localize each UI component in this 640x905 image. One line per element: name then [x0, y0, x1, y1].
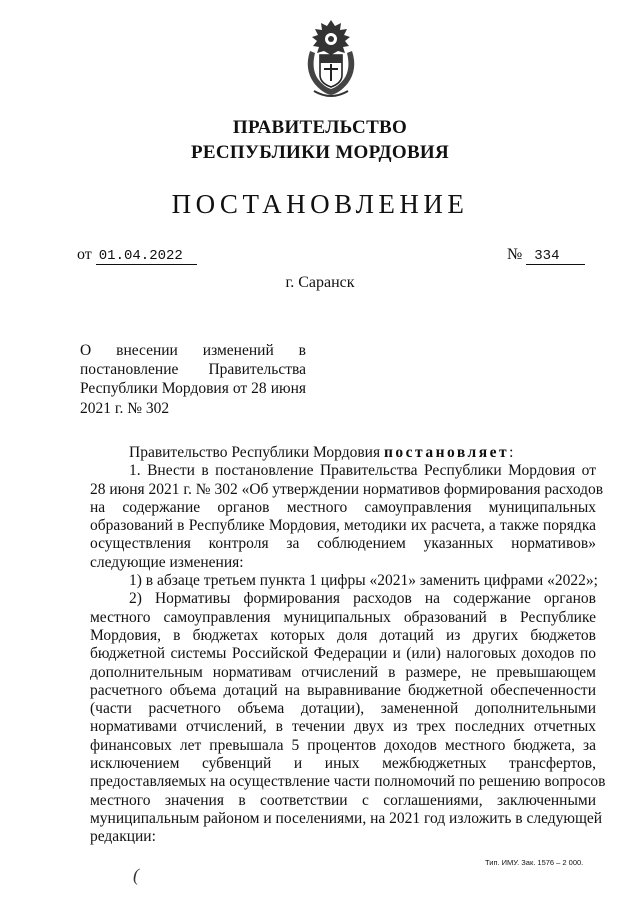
body-line: расчетного объема дотаций на выравнивание бюджетной обеспеченности — [90, 681, 596, 699]
document-body — [90, 444, 606, 847]
body-line: исключением субвенций и иных межбюджетных трансфертов, — [90, 755, 596, 773]
document-subject: О внесении изменений в постановление Правительства Республики Мордовия от 28 июня 2021 г. № 302 — [80, 342, 306, 417]
body-line: финансовых лет превышала 5 процентов доходов местного бюджета, за — [90, 736, 596, 754]
body-line: муниципальным районом и поселениями, на 2021 год изложить в следующей — [90, 809, 603, 827]
date-prefix: от — [77, 246, 92, 263]
document-type-title: ПОСТАНОВЛЕНИЕ — [171, 189, 469, 219]
body-line: бюджетной системы Российской Федерации и (или) налоговых доходов по — [90, 645, 596, 663]
body-line: нормативами отчислений, в течении двух из трех последних отчетных — [90, 718, 596, 736]
body-line: следующие изменения: — [90, 553, 244, 571]
document-number — [507, 246, 585, 264]
body-line: местного значения в соответствии с соглашениями, заключенными — [90, 791, 596, 809]
number-prefix: № — [507, 246, 523, 263]
body-intro — [90, 444, 596, 462]
body-line: (части расчетного объема дотации), замененной дополнительными — [90, 700, 596, 718]
body-line: 2) Нормативы формирования расходов на содержание органов — [129, 590, 596, 608]
org-name-line1: ПРАВИТЕЛЬСТВО — [232, 117, 408, 138]
body-line: 1. Внести в постановление Правительства Республики Мордовия от — [129, 462, 596, 480]
body-line: 1) в абзаце третьем пункта 1 цифры «2021» заменить цифрами «2022»; — [129, 572, 598, 590]
body-line: предоставляемых на осуществление части полномочий по решению вопросов — [90, 773, 606, 791]
body-line: дополнительным нормативам отчислений в размере, не превышающем — [90, 663, 596, 681]
body-line: осуществления контроля за соблюдением указанных нормативов» — [90, 535, 596, 553]
body-line: на содержание органов местного самоуправления муниципальных — [90, 498, 596, 516]
org-name-line2: РЕСПУБЛИКИ МОРДОВИЯ — [190, 142, 450, 163]
number-value: 334 — [526, 248, 585, 265]
intro-colon: : — [509, 444, 514, 461]
intro-verb: постановляет — [383, 444, 510, 461]
date-value: 01.04.2022 — [96, 248, 197, 265]
body-line: 28 июня 2021 г. № 302 «Об утверждении нормативов формирования расходов — [90, 480, 604, 498]
body-line: Мордовия, в бюджетах которых доля дотаций из других бюджетов — [90, 626, 596, 644]
city-name: г. Саранск — [285, 274, 355, 291]
body-line: местного самоуправления муниципальных образований в Республике — [90, 608, 596, 626]
print-mark: Тип. ИМУ. Зак. 1576 – 2 000. — [485, 858, 584, 867]
body-line: редакции: — [90, 828, 156, 846]
document-date — [77, 246, 197, 264]
coat-of-arms-icon — [300, 17, 362, 99]
intro-text: Правительство Республики Мордовия — [129, 444, 381, 461]
body-line: образований в Республике Мордовия, методики их расчета, а также порядка — [90, 517, 596, 535]
handwritten-mark: ( — [133, 865, 139, 885]
